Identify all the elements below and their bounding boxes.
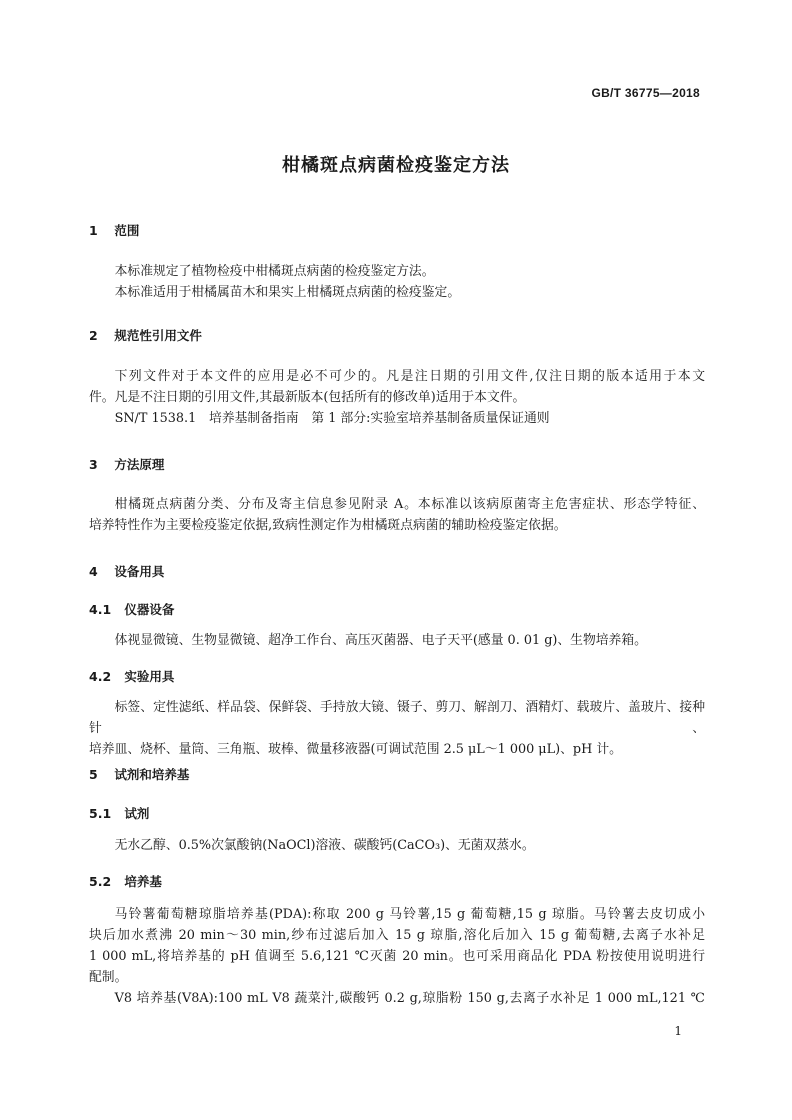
section-title: 规范性引用文件 bbox=[114, 328, 202, 343]
paragraph-line: 块后加水煮沸 20 min～30 min,纱布过滤后加入 15 g 琼脂,溶化后加入 15 g 葡萄糖,去离子水补足 bbox=[89, 928, 705, 943]
section-number: 5.1 bbox=[89, 806, 112, 821]
paragraph-line: 培养特性作为主要检疫鉴定依据,致病性测定作为柑橘斑点病菌的辅助检疫鉴定依据。 bbox=[89, 518, 567, 533]
section-number: 4 bbox=[89, 564, 98, 579]
page-number: 1 bbox=[674, 1024, 682, 1038]
section-number: 4.1 bbox=[89, 602, 112, 617]
paragraph-line: 培养皿、烧杯、量筒、三角瓶、玻棒、微量移液器(可调试范围 2.5 μL～1 000 μL)、pH 计。 bbox=[89, 742, 622, 757]
section-5-1-heading bbox=[89, 804, 149, 822]
paragraph-line: 无水乙醇、0.5%次氯酸钠(NaOCl)溶液、碳酸钙(CaCO₃)、无菌双蒸水。 bbox=[114, 838, 535, 853]
section-5-1-body bbox=[89, 835, 705, 856]
section-title: 试剂和培养基 bbox=[114, 767, 190, 782]
section-2-heading bbox=[89, 326, 202, 344]
section-4-1-heading bbox=[89, 600, 174, 618]
section-5-heading bbox=[89, 765, 189, 783]
section-number: 5 bbox=[89, 767, 98, 782]
section-5-2-body bbox=[89, 904, 705, 1009]
section-4-1-body bbox=[89, 630, 705, 651]
section-5-2-heading bbox=[89, 872, 162, 890]
section-title: 培养基 bbox=[124, 874, 162, 889]
section-title: 方法原理 bbox=[114, 457, 165, 472]
paragraph-line: 本标准规定了植物检疫中柑橘斑点病菌的检疫鉴定方法。 bbox=[114, 264, 435, 279]
section-title: 范围 bbox=[114, 223, 140, 238]
section-title: 试剂 bbox=[124, 806, 150, 821]
section-1-body bbox=[89, 261, 705, 303]
paragraph-line: 马铃薯葡萄糖琼脂培养基(PDA):称取 200 g 马铃薯,15 g 葡萄糖,15 g 琼脂。马铃薯去皮切成小 bbox=[114, 907, 705, 922]
paragraph-line: 本标准适用于柑橘属苗木和果实上柑橘斑点病菌的检疫鉴定。 bbox=[114, 285, 461, 300]
section-title: 仪器设备 bbox=[124, 602, 175, 617]
paragraph-line: 柑橘斑点病菌分类、分布及寄主信息参见附录 A。本标准以该病原菌寄主危害症状、形态学特征、 bbox=[114, 497, 705, 512]
section-title: 设备用具 bbox=[114, 564, 165, 579]
section-2-body bbox=[89, 366, 705, 429]
section-number: 3 bbox=[89, 457, 98, 472]
paragraph-line: 下列文件对于本文件的应用是必不可少的。凡是注日期的引用文件,仅注日期的版本适用于本文 bbox=[114, 369, 705, 384]
section-number: 1 bbox=[89, 223, 98, 238]
section-3-body bbox=[89, 494, 705, 536]
section-number: 2 bbox=[89, 328, 98, 343]
section-number: 5.2 bbox=[89, 874, 112, 889]
standard-number: GB/T 36775—2018 bbox=[591, 86, 700, 100]
paragraph-line: 体视显微镜、生物显微镜、超净工作台、高压灭菌器、电子天平(感量 0. 01 g)、生物培养箱。 bbox=[114, 633, 647, 648]
paragraph-line: 件。凡是不注日期的引用文件,其最新版本(包括所有的修改单)适用于本文件。 bbox=[89, 390, 526, 405]
section-title: 实验用具 bbox=[124, 669, 175, 684]
section-3-heading bbox=[89, 455, 164, 473]
normative-reference: SN/T 1538.1 培养基制备指南 第 1 部分:实验室培养基制备质量保证通则 bbox=[114, 411, 550, 426]
section-4-heading bbox=[89, 562, 164, 580]
paragraph-line: 标签、定性滤纸、样品袋、保鲜袋、手持放大镜、镊子、剪刀、解剖刀、酒精灯、载玻片、盖玻片、接种针、 bbox=[89, 700, 705, 736]
document-title: 柑橘斑点病菌检疫鉴定方法 bbox=[282, 155, 510, 176]
section-1-heading bbox=[89, 221, 139, 239]
section-4-2-heading bbox=[89, 667, 174, 685]
paragraph-line: 1 000 mL,将培养基的 pH 值调至 5.6,121 ℃灭菌 20 min。也可采用商品化 PDA 粉按使用说明进行 bbox=[89, 949, 705, 964]
paragraph-line: 配制。 bbox=[89, 970, 128, 985]
section-4-2-body bbox=[89, 697, 705, 760]
paragraph-line: V8 培养基(V8A):100 mL V8 蔬菜汁,碳酸钙 0.2 g,琼脂粉 150 g,去离子水补足 1 000 mL,121 ℃ bbox=[114, 991, 705, 1006]
section-number: 4.2 bbox=[89, 669, 112, 684]
